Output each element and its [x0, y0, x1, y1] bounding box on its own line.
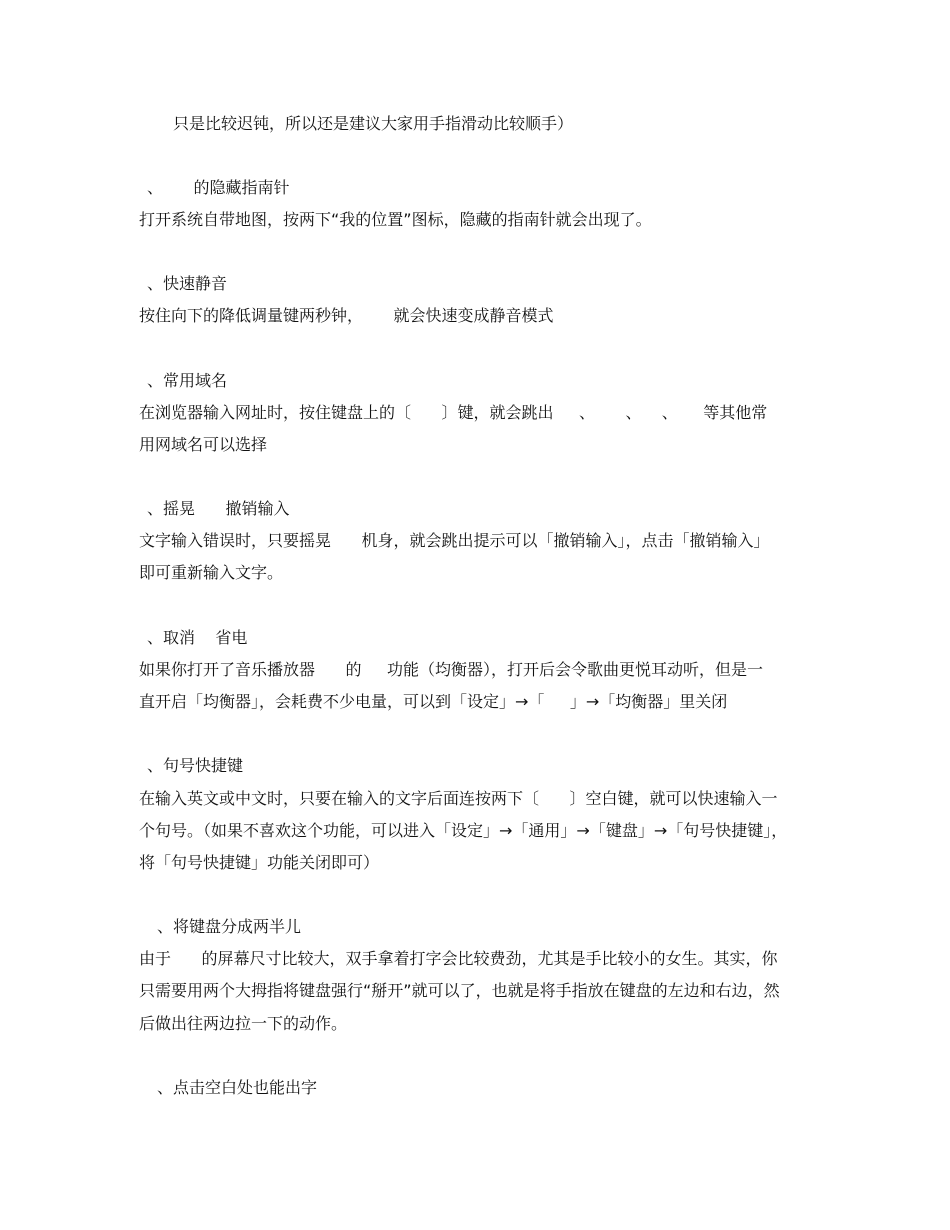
section-body-line: 如果你打开了音乐播放器 的 功能（均衡器），打开后会令歌曲更悦耳动听，但是一	[139, 660, 763, 679]
section-heading-period-shortcut: 、句号快捷键	[147, 756, 244, 775]
section-body-line: 将「句号快捷键」功能关闭即可）	[139, 853, 380, 872]
section-body-line: 打开系统自带地图，按两下“我的位置”图标，隐藏的指南针就会出现了。	[139, 210, 652, 229]
section-body-line: 在输入英文或中文时，只要在输入的文字后面连按两下〔 〕空白键，就可以快速输入一	[139, 789, 778, 808]
section-body-line: 用网域名可以选择	[139, 435, 268, 454]
section-heading-quick-mute: 、快速静音	[147, 274, 228, 293]
section-body-line: 按住向下的降低调量键两秒钟， 就会快速变成静音模式	[139, 306, 554, 325]
section-body-line: 在浏览器输入网址时，按住键盘上的〔 〕键，就会跳出 、 、 、 等其他常	[139, 403, 768, 422]
continuation-text: 只是比较迟钝，所以还是建议大家用手指滑动比较顺手）	[173, 114, 574, 133]
section-heading-tap-blank: 、点击空白处也能出字	[157, 1078, 318, 1097]
section-body-line: 直开启「均衡器」，会耗费不少电量，可以到「设定」→「 」→「均衡器」里关闭	[139, 692, 728, 711]
section-body-line: 后做出往两边拉一下的动作。	[139, 1014, 348, 1033]
section-body-line: 只需要用两个大拇指将键盘强行“掰开”就可以了，也就是将手指放在键盘的左边和右边，然	[139, 981, 780, 1000]
section-body-line: 由于 的屏幕尺寸比较大，双手拿着打字会比较费劲，尤其是手比较小的女生。其实，你	[139, 949, 778, 968]
section-body-line: 个句号。（如果不喜欢这个功能，可以进入「设定」→「通用」→「键盘」→「句号快捷键」，	[139, 821, 788, 840]
section-heading-compass: 、 的隐藏指南针	[147, 178, 290, 197]
section-body-line: 即可重新输入文字。	[139, 563, 284, 582]
section-heading-shake-undo: 、摇晃 撤销输入	[147, 499, 290, 518]
section-body-line: 文字输入错误时，只要摇晃 机身，就会跳出提示可以「撤销输入」，点击「撤销输入」	[139, 531, 770, 550]
section-heading-split-keyboard: 、将键盘分成两半儿	[157, 917, 302, 936]
section-heading-power-save: 、取消 省电	[147, 628, 248, 647]
section-heading-domains: 、常用域名	[147, 371, 228, 390]
